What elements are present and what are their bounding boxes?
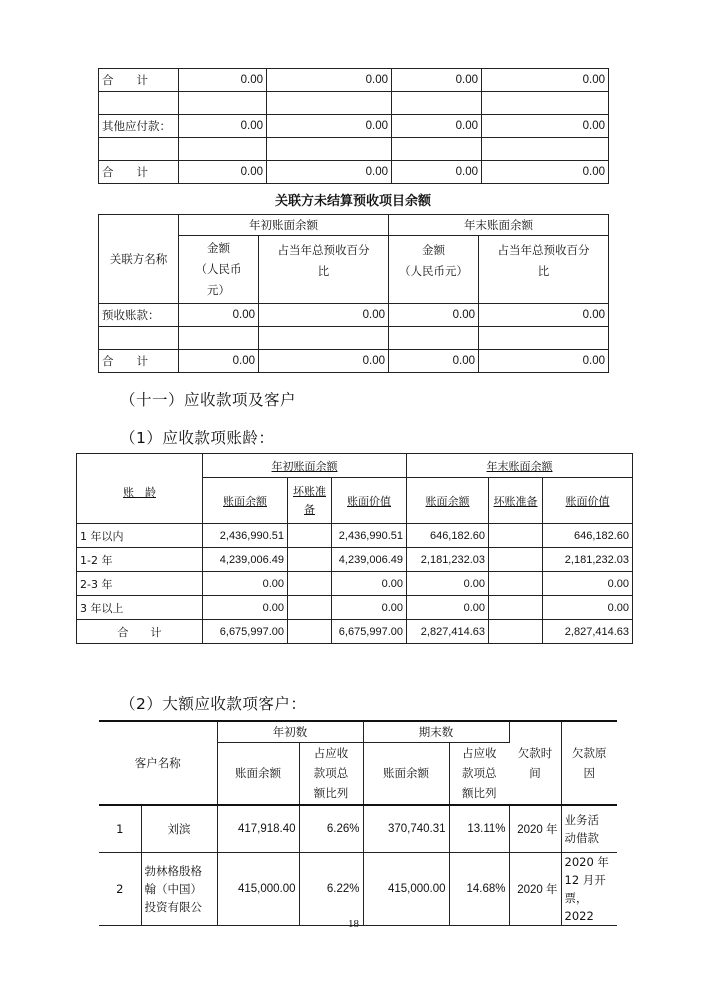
table-row <box>99 138 609 161</box>
end-pct: 14.68% <box>449 853 509 926</box>
pct-line1: 占应收 <box>313 746 349 761</box>
pct-end-line1: 占当年总预收百分 <box>497 243 590 257</box>
amount-cell: 0.00 <box>259 350 389 373</box>
debt-reason <box>561 805 617 853</box>
amount-cell <box>392 138 482 161</box>
advance-receipts-table <box>98 214 609 373</box>
pct-line2: 比 <box>317 264 330 278</box>
amount-cell <box>392 92 482 115</box>
amount-cell: 0.00 <box>392 161 482 184</box>
debt-reason-line1: 欠款原 <box>572 745 607 760</box>
begin-balance: 415,000.00 <box>217 853 299 926</box>
pct-line1: 占当年总预收百分 <box>277 243 370 257</box>
row-number: 1 <box>99 805 141 853</box>
group-begin-label: 年初账面余额 <box>271 459 338 473</box>
col-amount-begin <box>179 236 259 304</box>
amount-cell: 0.00 <box>179 69 267 92</box>
amount-cell <box>489 596 543 620</box>
amount-cell <box>482 138 609 161</box>
debt-reason <box>561 853 617 926</box>
amount-cell: 0.00 <box>392 115 482 138</box>
customer-name-line: 勃林格殷格 <box>144 864 202 878</box>
row-label: 合 计 <box>77 620 203 644</box>
customer-name <box>141 805 217 853</box>
table-row <box>99 161 609 184</box>
payables-table <box>98 68 609 184</box>
amount-line3: 元） <box>207 283 230 297</box>
row-label: 2-3 年 <box>77 572 203 596</box>
amount-cell: 0.00 <box>203 572 288 596</box>
begin-pct: 6.26% <box>299 805 363 853</box>
pct-end-line1: 占应收 <box>462 746 497 761</box>
bad-debt-line2: 备 <box>304 502 315 516</box>
row-label <box>99 327 179 350</box>
customer-name-line: 翰（中国） <box>144 882 202 896</box>
page-number: 18 <box>348 918 359 930</box>
sub-value-begin-label: 账面价值 <box>347 494 391 508</box>
sub-balance-begin-label: 账面余额 <box>223 494 267 508</box>
sub-pct-begin <box>299 743 363 805</box>
amount-cell <box>288 620 332 644</box>
amount-cell: 0.00 <box>482 161 609 184</box>
amount-cell: 646,182.60 <box>407 524 489 548</box>
debt-reason-line: 2020 年 <box>564 855 609 869</box>
group-end-balance: 年末账面余额 <box>389 215 609 236</box>
amount-cell: 0.00 <box>179 304 259 327</box>
row-label: 1-2 年 <box>77 548 203 572</box>
amount-cell <box>288 596 332 620</box>
debt-reason-line: 业务活 <box>564 812 599 827</box>
table-row <box>99 853 617 926</box>
sub-value-end <box>543 478 633 524</box>
amount-cell: 2,436,990.51 <box>203 524 288 548</box>
row-label: 3 年以上 <box>77 596 203 620</box>
pct-end-line2: 款项总 <box>462 766 497 781</box>
col-pct-end <box>479 236 609 304</box>
amount-cell: 0.00 <box>267 69 392 92</box>
table-row <box>77 596 633 620</box>
sub-value-begin <box>332 478 407 524</box>
sub-bad-debt-begin <box>288 478 332 524</box>
pct-end-line2: 比 <box>537 264 550 278</box>
group-end <box>407 454 633 478</box>
amount-cell: 0.00 <box>482 69 609 92</box>
row-label: 1 年以内 <box>77 524 203 548</box>
col-debt-time <box>509 721 561 805</box>
row-label: 预收账款： <box>99 304 179 327</box>
major-customers-table <box>99 720 617 926</box>
amount-cell: 0.00 <box>267 161 392 184</box>
group-begin-balance: 年初账面余额 <box>179 215 389 236</box>
heading-receivables: （十一）应收款项及客户 <box>120 391 297 409</box>
amount-cell <box>288 572 332 596</box>
end-balance: 370,740.31 <box>363 805 449 853</box>
amount-cell: 0.00 <box>479 304 609 327</box>
amount-cell <box>179 92 267 115</box>
amount-cell <box>259 327 389 350</box>
begin-balance: 417,918.40 <box>217 805 299 853</box>
debt-reason-line: 动借款 <box>564 830 599 845</box>
sub-bad-debt-end-label: 坏账准备 <box>493 494 538 508</box>
heading-aging: （1）应收款项账龄： <box>120 429 275 447</box>
amount-cell: 646,182.60 <box>543 524 633 548</box>
amount-cell: 0.00 <box>259 304 389 327</box>
unsettled-advance-title: 关联方未结算预收项目余额 <box>274 194 431 209</box>
amount-cell: 0.00 <box>203 596 288 620</box>
amount-cell: 0.00 <box>482 115 609 138</box>
amount-cell <box>179 138 267 161</box>
amount-cell <box>179 327 259 350</box>
col-customer-name: 客户名称 <box>99 721 217 805</box>
customer-name-line: 投资有限公 <box>144 900 202 914</box>
sub-balance-end <box>407 478 489 524</box>
amount-line1: 金额 <box>207 241 230 255</box>
table-row <box>77 620 633 644</box>
amount-cell <box>267 92 392 115</box>
sub-balance-begin <box>203 478 288 524</box>
group-begin-count: 年初数 <box>217 721 363 743</box>
group-end-label: 年末账面余额 <box>486 459 553 473</box>
amount-cell <box>489 548 543 572</box>
col-age <box>77 454 203 524</box>
row-label <box>99 138 179 161</box>
table-row <box>77 548 633 572</box>
sub-balance-end-label: 账面余额 <box>425 494 470 508</box>
sub-bad-debt-end <box>489 478 543 524</box>
bad-debt-line1: 坏账准 <box>293 484 326 498</box>
amount-cell <box>389 327 479 350</box>
customer-name-line: 刘滨 <box>167 821 191 836</box>
group-begin <box>203 454 407 478</box>
pct-end-line3: 额比列 <box>462 786 497 801</box>
amount-cell: 6,675,997.00 <box>203 620 288 644</box>
heading-major-customers: （2）大额应收款项客户： <box>120 695 307 713</box>
col-amount-end <box>389 236 479 304</box>
end-pct: 13.11% <box>449 805 509 853</box>
row-label <box>99 92 179 115</box>
amount-cell: 0.00 <box>543 572 633 596</box>
amount-cell: 0.00 <box>389 304 479 327</box>
amount-cell: 0.00 <box>543 596 633 620</box>
debt-time: 2020 年 <box>509 853 561 926</box>
amount-cell: 0.00 <box>332 596 407 620</box>
amount-cell: 0.00 <box>407 596 489 620</box>
amount-cell <box>489 572 543 596</box>
amount-cell: 0.00 <box>392 69 482 92</box>
table-row <box>99 304 609 327</box>
sub-balance-begin: 账面余额 <box>217 743 299 805</box>
amount-cell: 2,436,990.51 <box>332 524 407 548</box>
col-pct-begin <box>259 236 389 304</box>
group-end-count: 期末数 <box>363 721 509 743</box>
amount-cell <box>267 138 392 161</box>
amount-cell <box>479 327 609 350</box>
amount-cell: 6,675,997.00 <box>332 620 407 644</box>
amount-line2: （人民币 <box>195 262 242 276</box>
table-row <box>99 350 609 373</box>
table-row <box>77 572 633 596</box>
amount-cell: 4,239,006.49 <box>203 548 288 572</box>
debt-reason-line: 票，2022 <box>564 891 594 923</box>
row-label: 合 计 <box>99 69 179 92</box>
amount-cell <box>482 92 609 115</box>
debt-reason-line: 12 月开 <box>564 873 606 887</box>
col-debt-reason <box>561 721 617 805</box>
amount-cell: 0.00 <box>479 350 609 373</box>
debt-time-line1: 欠款时 <box>517 745 553 760</box>
pct-line3: 额比列 <box>313 786 349 801</box>
amount-cell: 0.00 <box>332 572 407 596</box>
customer-name <box>141 853 217 926</box>
amount-cell: 0.00 <box>179 350 259 373</box>
amount-cell: 2,181,232.03 <box>543 548 633 572</box>
sub-balance-end: 账面余额 <box>363 743 449 805</box>
amount-cell: 0.00 <box>179 115 267 138</box>
table-row <box>99 115 609 138</box>
table-row <box>99 805 617 853</box>
amount-cell: 2,827,414.63 <box>543 620 633 644</box>
col-age-label: 账 龄 <box>123 486 156 499</box>
amount-cell: 0.00 <box>407 572 489 596</box>
amount-cell: 2,827,414.63 <box>407 620 489 644</box>
table-row <box>77 524 633 548</box>
aging-table <box>76 453 633 644</box>
col-related-party: 关联方名称 <box>99 215 179 304</box>
row-label: 其他应付款： <box>99 115 179 138</box>
sub-value-end-label: 账面价值 <box>565 494 610 508</box>
debt-time-line2: 间 <box>529 765 541 780</box>
end-balance: 415,000.00 <box>363 853 449 926</box>
table-row <box>99 327 609 350</box>
amount-cell: 0.00 <box>179 161 267 184</box>
row-label: 合 计 <box>99 350 179 373</box>
begin-pct: 6.22% <box>299 853 363 926</box>
amount-cell <box>489 524 543 548</box>
pct-line2: 款项总 <box>313 766 349 781</box>
table-row <box>99 69 609 92</box>
amount-cell <box>489 620 543 644</box>
amount-end-line1: 金额 <box>422 243 445 257</box>
amount-cell: 4,239,006.49 <box>332 548 407 572</box>
table-row <box>99 92 609 115</box>
amount-cell: 2,181,232.03 <box>407 548 489 572</box>
row-label: 合 计 <box>99 161 179 184</box>
row-number: 2 <box>99 853 141 926</box>
sub-pct-end <box>449 743 509 805</box>
amount-cell: 0.00 <box>267 115 392 138</box>
debt-time: 2020 年 <box>509 805 561 853</box>
amount-cell <box>288 548 332 572</box>
debt-reason-line2: 因 <box>583 765 595 780</box>
amount-cell <box>288 524 332 548</box>
amount-end-line2: （人民币元） <box>399 264 468 278</box>
amount-cell: 0.00 <box>389 350 479 373</box>
